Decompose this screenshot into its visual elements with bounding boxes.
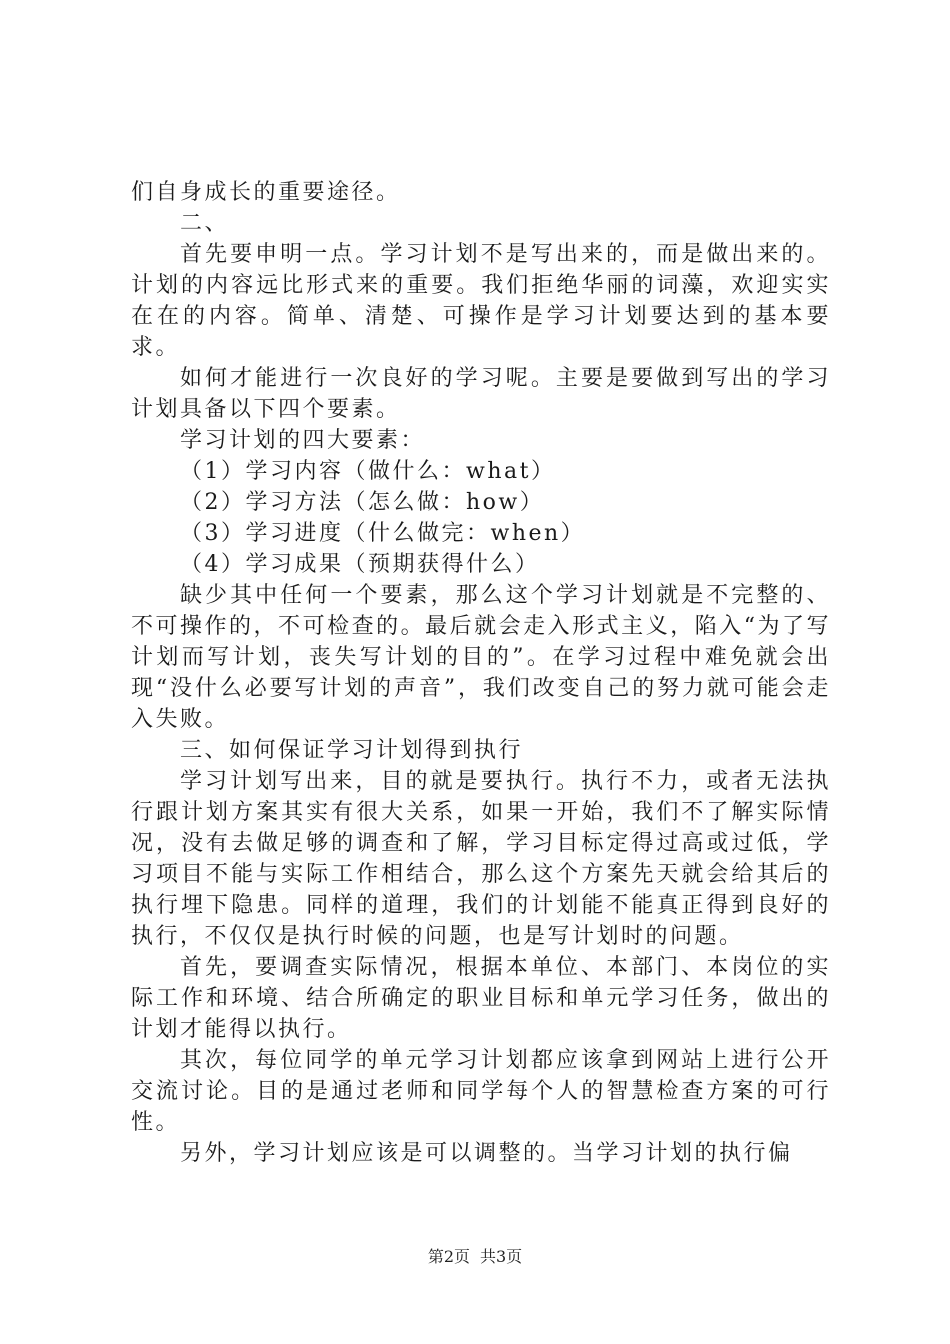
paragraph-continuation: 们自身成长的重要途径。 — [131, 180, 401, 205]
paragraph: 如何才能进行一次良好的学习呢。主要是要做到写出的学习计划具备以下四个要素。 — [131, 366, 831, 422]
page-number: 第2页 — [427, 1247, 470, 1266]
paragraph: 首先，要调查实际情况，根据本单位、本部门、本岗位的实际工作和环境、结合所确定的职业目标和单元学习任务，做出的计划才能得以执行。 — [131, 955, 831, 1042]
paragraph: 首先要申明一点。学习计划不是写出来的，而是做出来的。计划的内容远比形式来的重要。我们拒绝华丽的词藻，欢迎实实在在的内容。简单、清楚、可操作是学习计划要达到的基本要求。 — [131, 242, 831, 360]
list-item: （1）学习内容（做什么：what） — [180, 459, 556, 484]
page-total: 共3页 — [480, 1247, 523, 1266]
paragraph: 另外，学习计划应该是可以调整的。当学习计划的执行偏 — [180, 1141, 793, 1166]
document-body — [131, 177, 831, 1169]
list-item: （4）学习成果（预期获得什么） — [180, 552, 540, 577]
list-heading: 学习计划的四大要素： — [180, 428, 426, 453]
paragraph: 缺少其中任何一个要素，那么这个学习计划就是不完整的、不可操作的，不可检查的。最后就会走入形式主义，陷入“为了写计划而写计划，丧失写计划的目的”。在学习过程中难免就会出现“没什么必要写计划的声音”，我们改变自己的努力就可能会走入失败。 — [131, 583, 831, 732]
paragraph: 学习计划写出来，目的就是要执行。执行不力，或者无法执行跟计划方案其实有很大关系，如果一开始，我们不了解实际情况，没有去做足够的调查和了解，学习目标定得过高或过低，学习项目不能与实际工作相结合，那么这个方案先天就会给其后的执行埋下隐患。同样的道理，我们的计划能不能真正得到良好的执行，不仅仅是执行时候的问题，也是写计划时的问题。 — [131, 769, 831, 949]
list-item: （2）学习方法（怎么做：how） — [180, 490, 545, 515]
paragraph: 其次，每位同学的单元学习计划都应该拿到网站上进行公开交流讨论。目的是通过老师和同学每个人的智慧检查方案的可行性。 — [131, 1048, 831, 1135]
section-heading-2: 二、 — [180, 211, 230, 236]
list-item: （3）学习进度（什么做完：when） — [180, 521, 586, 546]
page-footer — [0, 1244, 950, 1267]
section-heading-3: 三、如何保证学习计划得到执行 — [180, 738, 524, 763]
